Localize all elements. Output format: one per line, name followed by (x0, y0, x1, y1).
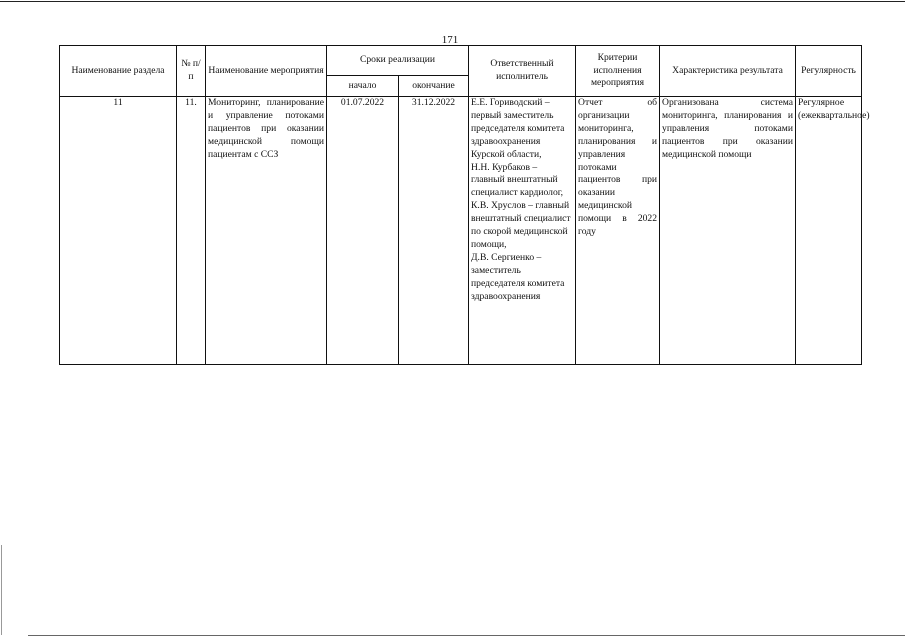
executor-entry: Е.Е. Гориводский – первый заместитель председателя комитета здравоохранения Курской области, (471, 97, 565, 160)
header-deadlines: Сроки реализации (327, 46, 469, 76)
header-criteria: Критерии исполнения мероприятия (576, 46, 660, 97)
cell-number: 11. (177, 97, 206, 365)
left-scan-border (1, 545, 2, 635)
header-result: Характеристика результата (660, 46, 796, 97)
cell-criteria: Отчет об организации мониторинга, планирования и управления потоками пациентов при оказании медицинской помощи в 2022 году (576, 97, 660, 365)
cell-section: 11 (60, 97, 177, 365)
cell-result: Организована система мониторинга, планирования и управления потоками пациентов при оказании медицинской помощи (660, 97, 796, 365)
table-header-row (60, 46, 862, 76)
header-end: окончание (399, 76, 469, 97)
page-number: 171 (441, 34, 459, 46)
header-activity: Наименование мероприятия (206, 46, 327, 97)
cell-executor (469, 97, 576, 365)
table-row (60, 97, 862, 365)
header-start: начало (327, 76, 399, 97)
top-scan-border (0, 1, 905, 2)
cell-activity: Мониторинг, планирование и управление потоками пациентов при оказании медицинской помощи пациентам с ССЗ (206, 97, 327, 365)
executor-entry: Н.Н. Курбаков – главный внештатный специалист кардиолог, (471, 161, 564, 199)
header-executor: Ответственный исполнитель (469, 46, 576, 97)
cell-regularity: Регулярное (ежеквартальное) (796, 97, 862, 365)
bottom-scan-border (28, 635, 905, 636)
cell-end: 31.12.2022 (399, 97, 469, 365)
header-number: № п/п (177, 46, 206, 97)
activities-table (59, 45, 870, 365)
header-section: Наименование раздела (60, 46, 177, 97)
executor-entry: К.В. Хруслов – главный внештатный специалист по скорой медицинской помощи, (471, 200, 571, 250)
cell-start: 01.07.2022 (327, 97, 399, 365)
header-regularity: Регулярность (796, 46, 862, 97)
executor-entry: Д.В. Сергиенко – заместитель председателя комитета здравоохранения (471, 251, 565, 302)
